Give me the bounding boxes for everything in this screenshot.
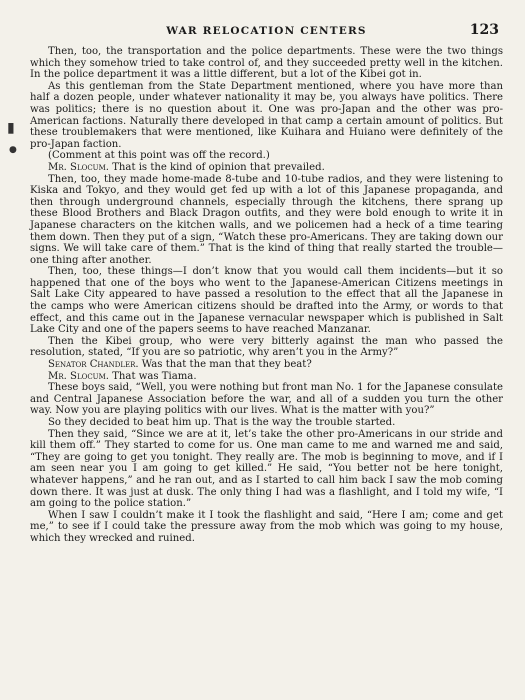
paragraph-text: Then the Kibei group, who were very bitterly against the man who passed the resolution, stated, “If you are so patriotic, why aren’t you in the Army?” xyxy=(30,335,503,359)
running-head: WAR RELOCATION CENTERS xyxy=(166,25,367,37)
page-number: 123 xyxy=(469,22,499,38)
speaker-name: Mr. Slocum. xyxy=(48,161,109,173)
paragraph xyxy=(30,150,503,162)
paragraph-text: So they decided to beat him up. That is the way the trouble started. xyxy=(48,417,396,428)
paragraph xyxy=(30,382,503,417)
paragraph xyxy=(30,162,503,174)
paragraph xyxy=(30,81,503,151)
paragraph xyxy=(30,371,503,383)
body-text xyxy=(30,46,503,545)
margin-mark: ● xyxy=(9,145,17,155)
speaker-name: Senator Chandler. xyxy=(48,359,139,371)
paragraph xyxy=(30,174,503,267)
paragraph-text: These boys said, “Well, you were nothing but front man No. 1 for the Japanese consulate and Central Japanese Association before the war, and all of a sudden you turn the other way. Now you are playing politics with our lives. What is the matter with you?” xyxy=(30,382,503,417)
paragraph xyxy=(30,46,503,81)
paragraph xyxy=(30,359,503,371)
paragraph-text: Then, too, they made home-made 8-tube and 10-tube radios, and they were listening to Kiska and Tokyo, and they would get fed up with a lot of this Japanese propaganda, and then through underground channels, especially through the kitchens, there sprang up these Blood Brothers and Black Dragon outfits, and they were bold enough to write it in Japanese characters on the kitchen walls, and we policemen had a heck of a time tearing them down. Then they put of a sign, “Watch these pro-Americans. They are taking down our signs. We will take care of them.” That is the kind of thing that really started the trouble—one thing after another. xyxy=(30,173,503,266)
paragraph xyxy=(30,266,503,336)
paragraph-text: Was that the man that they beat? xyxy=(141,359,312,371)
margin-mark: ▮ xyxy=(7,120,15,136)
paragraph-text: Then, too, these things—I don’t know that you would call them incidents—but it so happened that one of the boys who went to the Japanese-American Citizens meetings in Salt Lake City appeared to have passed a resolution to the effect that all the Japanese in the camps who were American citizens should be drafted into the Army, or words to that effect, and this came out in the Japanese vernacular newspaper which is published in Salt Lake City and one of the papers seems to have reached Manzanar. xyxy=(30,266,503,336)
paragraph xyxy=(30,417,503,429)
paragraph-text: That was Tiama. xyxy=(112,370,197,382)
speaker-name: Mr. Slocum. xyxy=(48,370,109,382)
paragraph xyxy=(30,336,503,359)
paragraph-text: When I saw I couldn’t make it I took the flashlight and said, “Here I am; come and get me,” to see if I could take the pressure away from the mob which was going to my house, which they wrecked and ruined. xyxy=(30,509,503,544)
paragraph-text: Then, too, the transportation and the police departments. These were the two things which they somehow tried to take control of, and they succeeded pretty well in the kitchen. In the police department it was a little different, but a lot of the Kibei got in. xyxy=(30,46,503,81)
paragraph xyxy=(30,429,503,510)
paragraph-text: Then they said, “Since we are at it, let’s take the other pro-Americans in our stride and kill them off.” They started to come for us. One man came to me and warned me and said, “They are going to get you tonight. They really are. The mob is beginning to move, and if I am seen near you I am going to get killed.” He said, “You better not be here tonight, whatever happens,” and he ran out, and as I started to call him back I saw the mob coming down there. It was just at dusk. The only thing I had was a flashlight, and I told my wife, “I am going to the police station.” xyxy=(30,428,503,510)
paragraph-text: (Comment at this point was off the record.) xyxy=(48,150,270,162)
page-header xyxy=(30,22,503,40)
paragraph-text: That is the kind of opinion that prevailed. xyxy=(112,161,325,173)
paragraph-text: As this gentleman from the State Department mentioned, where you have more than half a dozen people, under whatever nationality it may be, you always have politics. There was politics; there is no question about it. One was pro-Japan and the other was pro-American factions. Naturally there developed in that camp a certain amount of politics. But these troublemakers that were mentioned, like Kuihara and Huiano were definitely of the pro-Japan faction. xyxy=(30,80,503,150)
paragraph xyxy=(30,510,503,545)
